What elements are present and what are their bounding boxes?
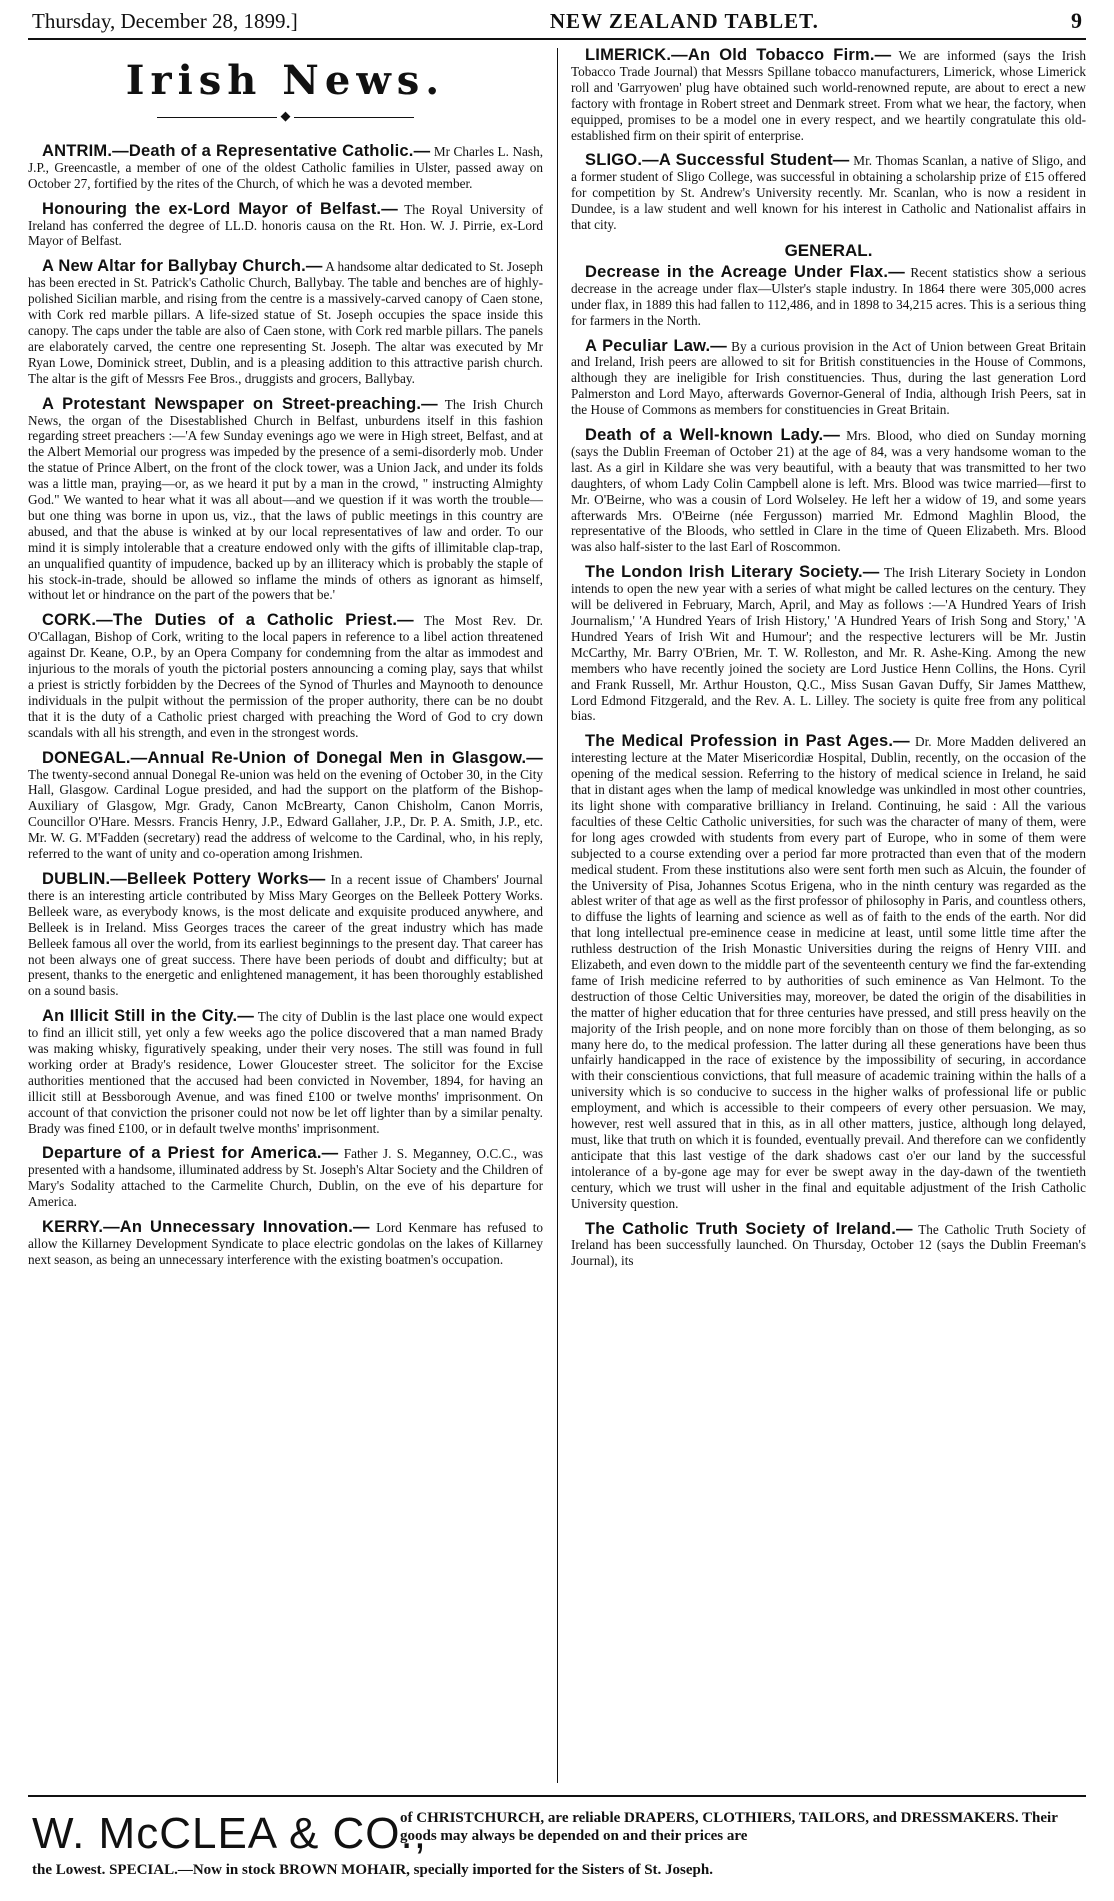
- news-article: [28, 1220, 543, 1268]
- article-body: The Catholic Truth Society of Ireland has been successfully launched. On Thursday, October 12 (says the Dublin Freeman's Journal), its: [571, 1221, 1086, 1269]
- article-heading: Honouring the ex-Lord Mayor of Belfast.—: [42, 199, 398, 218]
- column-divider: [557, 48, 558, 1783]
- article-body: The Irish Church News, the organ of the Disestablished Church in Belfast, unburdens itself in this fashion regarding street preachers :—'A few Sunday evenings ago we were in High street, Belfast, and at the Albert Memorial our progress was impeded by the presence of a semi-disorderly mob. Under the statue of Prince Albert, on the front of the clock tower, was a Union Jack, and under its folds was a little man, praying—or, as we heard it put by a man in the crowd, " instructing Almighty God." We wanted to hear what it was all about—and we question if it was worth the trouble—but one thing was borne in upon us, viz., that the laws of public meetings in this country are abused, and that the abuse is winked at by our local representatives of law and order. To our mind it is simply intolerable that a creature endowed only with the gifts of illimitable clap-trap, an unqualified quantity of impudence, backed up by an illiteracy which is probably the staple of his stock-in-trade, should be allowed so inflame the minds of others as ignorant as himself, without let or hindrance on the part of the powers that be.': [28, 396, 543, 603]
- article-heading: KERRY.—An Unnecessary Innovation.—: [42, 1218, 370, 1237]
- page-number: 9: [1070, 8, 1082, 33]
- article-body: In a recent issue of Chambers' Journal there is an interesting article contributed by Miss Mary Georges on the Belleek Pottery Works. Belleek ware, as everybody knows, is the most delicate and exquisite produced anywhere, and Belleek is in Ireland. Miss Georges traces the career of the great industry which has made Belleek famous all over the world, from its earliest beginnings to the present day. That career has not been always one of great success. There have been periods of doubt and difficulty; but at present, thanks to the energetic and enlightened management, it has been thoroughly established on a sound basis.: [28, 871, 543, 999]
- columns: [28, 48, 1086, 1783]
- news-article: [28, 259, 543, 386]
- article-heading: Departure of a Priest for America.—: [42, 1144, 339, 1163]
- publication-title: NEW ZEALAND TABLET.: [549, 9, 819, 33]
- news-article: [28, 199, 543, 250]
- news-article: [571, 428, 1086, 555]
- news-article: [28, 1009, 543, 1136]
- news-article: [28, 613, 543, 740]
- article-body: Mr Charles L. Nash, J.P., Greencastle, a member of one of the oldest Catholic families in Ulster, passed away on October 27, fortified by the rites of the Church, of which he was a devoted member.: [28, 143, 543, 191]
- section-heading-general: GENERAL.: [784, 240, 873, 260]
- article-body: We are informed (says the Irish Tobacco Trade Journal) that Messrs Spillane tobacco manufacturers, Limerick, whose Limerick roll and 'Garryowen' plug have obtained such world-renowned repute, are about to erect a new factory with frontage in Robert street and Denmark street. From what we hear, the factory, when equipped, promises to be a model one in every respect, and we heartily congratulate this old-established firm on their spirit of enterprise.: [571, 48, 1086, 143]
- news-article: [571, 1219, 1086, 1270]
- article-heading: The Catholic Truth Society of Ireland.—: [585, 1219, 913, 1238]
- article-heading: DONEGAL.—Annual Re-Union of Donegal Men in Glasgow.—: [42, 748, 543, 767]
- article-heading: A Peculiar Law.—: [585, 336, 728, 355]
- article-heading: An Illicit Still in the City.—: [42, 1007, 255, 1026]
- news-article: [28, 141, 543, 192]
- section-title: Irish News.: [125, 57, 446, 104]
- news-article: [571, 48, 1086, 143]
- article-body: Dr. More Madden delivered an interesting lecture at the Mater Misericordiæ Hospital, Dublin, recently, on the occasion of the opening of the medical session. Referring to the history of medical science in Ireland, he said that in distant ages when the lamp of medical knowledge was unkindled in most other countries, its light shone with comparative brilliancy in Ireland. Continuing, he said : All the various faculties of these Celtic Catholic universities, for such was the character of many of them, were for long ages crowded with students from every part of Europe, who in some of them were subjected to a course extending over a period far more protracted than even that of the modern medical student. From these institutions also were sent forth men such as Alcuin, the founder of the University of Pisa, Johannes Scotus Erigena, who in the ninth century was regarded as the ablest writer of that age as well as the first professor of philosophy in Paris, and countless others, to diffuse the lights of learning and science as well as of faith to the ends of the earth. Nor did that long intellectual pre-eminence cease in medicine at least, until some little time after the ruthless destruction of the Irish Monastic Universities during the reigns of Henry VIII. and Elizabeth, and even down to the middle part of the seventeenth century we find the far-extending fame of Irish medicine referred to by authorities of such eminence as Van Helmont. To the destruction of those Celtic Universities may, moreover, be dated the origin of the disabilities in the matter of higher education that for three centuries have pressed, and still press heavily on the majority of the Irish people, and on none more forcibly than on those of them belonging, as so many here do, to the medical profession. The latter during all these generations have been thus unfairly handicapped in the race of existence by the impossibility of securing, in accordance with their conscientious convictions, that full measure of academic training within the halls of a university which is so conducive to success in the higher walks of professional life or public employment, and which is accessible to their compeers of every other persuasion. We may, however, rest well assured that in this, as in all other matters, justice, although long delayed, must, like that truth on which it is founded, eventually prevail. And therefore can we confidently anticipate that this last vestige of the dark shadows cast o'er our land by the successful intolerance of a by-gone age may for ever be swept away in the day-dawn of the twentieth century, which we trust will usher in the final and equitable adjustment of the Irish Catholic University question.: [571, 734, 1086, 1211]
- news-article: [571, 262, 1086, 329]
- article-heading: ANTRIM.—Death of a Representative Catholic.—: [42, 141, 431, 160]
- article-heading: CORK.—The Duties of a Catholic Priest.—: [42, 611, 414, 630]
- header-date: Thursday, December 28, 1899.]: [32, 9, 298, 33]
- news-article: [28, 1146, 543, 1210]
- page-header: [28, 8, 1086, 40]
- title-ornament: [28, 108, 543, 124]
- article-body: Mrs. Blood, who died on Sunday morning (says the Dublin Freeman of October 21) at the age of 84, was a very handsome woman to the last. As a girl in Kildare she was very beautiful, with a beauty that was transmitted to her two daughters, of whom Lady Colin Campbell alone is left. Mrs. Blood was twice married—first to Mr. O'Beirne, who was a cousin of Lord Wolseley. He left her a widow of 19, and some years afterwards Mrs. O'Beirne (née Fergusson) married Mr. Edmond Maghlin Blood, the representative of the Bloods, who settled in Clare in the time of Queen Elizabeth. Mrs. Blood was also half-sister to the last Earl of Roscommon.: [571, 428, 1086, 555]
- article-heading: A Protestant Newspaper on Street-preaching.—: [42, 394, 438, 413]
- article-heading: A New Altar for Ballybay Church.—: [42, 257, 323, 276]
- article-body: Recent statistics show a serious decrease in the acreage under flax—Ulster's staple industry. In 1864 there were 305,000 acres under flax, in 1889 this had fallen to 112,486, and in 1898 to 34,215 acres. This is a serious thing for farmers in the North.: [571, 264, 1086, 328]
- newspaper-page: [28, 8, 1086, 1893]
- left-column: [28, 48, 543, 1783]
- article-heading: The Medical Profession in Past Ages.—: [585, 732, 910, 751]
- article-heading: Decrease in the Acreage Under Flax.—: [585, 262, 905, 281]
- article-body: Lord Kenmare has refused to allow the Killarney Development Syndicate to place electric gondolas on the lakes of Killarney next season, as being an unnecessary interference with the existing boatmen's occupation.: [28, 1220, 543, 1267]
- article-body: The Royal University of Ireland has conferred the degree of LL.D. honoris causa on the Rt. Hon. W. J. Pirrie, ex-Lord Mayor of Belfast.: [28, 201, 543, 249]
- news-article: [28, 394, 543, 604]
- article-heading: LIMERICK.—An Old Tobacco Firm.—: [585, 48, 892, 64]
- news-article: [571, 336, 1086, 419]
- article-heading: The London Irish Literary Society.—: [585, 563, 880, 582]
- article-body: The twenty-second annual Donegal Re-union was held on the evening of October 30, in the City Hall, Glasgow. Cardinal Logue presided, and had the support on the platform of the Bishop-Auxiliary of Glasgow, Mgr. Grady, Canon McBrearty, Canon Chisholm, Canon Morris, Councillor O'Hare. Messrs. Francis Henry, J.P., Edward Gallaher, J.P., Dr. P. A. Smith, J.P., etc. Mr. W. G. M'Fadden (secretary) read the address of welcome to the Cardinal, who, in his reply, referred to the want of unity and co-operation among Irishmen.: [28, 766, 543, 862]
- article-body: A handsome altar dedicated to St. Joseph has been erected in St. Patrick's Catholic Church, Ballybay. The table and benches are of highly-polished Sicilian marble, and rising from the centre is a massively-carved canopy of Caen stone, with Cork red marble pillars. A life-sized statue of St. Joseph occupies the space inside this canopy. The caps under the table are also of Caen stone, with Cork red marble pillars. The panels are elaborately carved, the centre one representing St. Joseph. The altar was executed by Mr Ryan Lowe, Dominick street, Dublin, and is a pleasing addition to this attractive parish church. The altar is the gift of Messrs Fee Bros., druggists and grocers, Ballybay.: [28, 259, 543, 386]
- article-heading: DUBLIN.—Belleek Pottery Works—: [42, 869, 326, 888]
- advertisement-text-line2: the Lowest. SPECIAL.—Now in stock BROWN MOHAIR, specially imported for the Sisters of St. Joseph.: [32, 1862, 713, 1878]
- news-article: [571, 565, 1086, 724]
- article-heading: Death of a Well-known Lady.—: [585, 426, 841, 445]
- news-article: [28, 869, 543, 999]
- article-body: By a curious provision in the Act of Union between Great Britain and Ireland, Irish peers are allowed to sit for British constituencies in the House of Commons, although they are ineligible for Irish constituencies. Thus, during the last generation Lord Palmerston and Lord Mayo, afterwards Governor-General of India, although Irish Peers, sat in the House of Commons as members for constituencies in Great Britain.: [571, 338, 1086, 418]
- right-column: [571, 48, 1086, 1783]
- article-body: The city of Dublin is the last place one would expect to find an illicit still, yet only a few weeks ago the police discovered that a man named Brady was making whisky, figuratively speaking, under their very noses. The still was found in full working order at Brady's residence, Lower Gloucester street. The solicitor for the Excise authorities mentioned that the accused had been convicted in November, 1894, for having an illicit still at Bessborough Avenue, and was fined £100 or twelve months' imprisonment. On account of that conviction the prisoner could not now be let off lighter than by a similar penalty. Brady was fined £100, or in default twelve months' imprisonment.: [28, 1009, 543, 1136]
- article-heading: SLIGO.—A Successful Student—: [585, 151, 850, 170]
- advertisement: [28, 1795, 1086, 1893]
- advertisement-text-line1: of CHRISTCHURCH, are reliable DRAPERS, CLOTHIERS, TAILORS, and DRESSMAKERS. Their goods may always be depended on and their prices are: [400, 1810, 1058, 1844]
- article-body: The Most Rev. Dr. O'Callagan, Bishop of Cork, writing to the local papers in reference to a libel action threatened against Dr. Keane, O.P., by an Opera Company for condemning from the altar as immodest and injurious to the morals of youth the pictorial posters announcing a coming play, says that whilst a priest is strictly forbidden by the Decrees of the Synod of Thurles and Maynooth to denounce individuals in the pulpit without the permission of the proper authority, there can be no doubt that it is the duty of a Catholic priest charged with preaching the Word of God to cry down scandals with all his strength, and even in the strongest words.: [28, 613, 543, 740]
- article-body: Mr. Thomas Scanlan, a native of Sligo, and a former student of Sligo College, was successful in obtaining a scholarship prize of £15 offered for competition by St. Andrew's University recently. Mr. Scanlan, who is now a resident in Dundee, is a law student and well known for his interest in Catholic and Nationalist affairs in that city.: [571, 153, 1086, 233]
- news-article: [571, 734, 1086, 1211]
- ornament-diamond-icon: ◆: [280, 108, 291, 123]
- advertiser-name: W. McCLEA & CO.,: [32, 1809, 427, 1858]
- news-article: [28, 748, 543, 862]
- news-article: [571, 153, 1086, 233]
- article-body: Father J. S. Meganney, O.C.C., was presented with a handsome, illuminated address by St. Joseph's Altar Society and the Children of Mary's Sodality attached to the Carmelite Church, Dublin, on the eve of his departure for America.: [28, 1146, 543, 1210]
- article-body: The Irish Literary Society in London intends to open the new year with a series of what might be called lectures on the century. They will be delivered in February, March, April, and May as follows :—'A Hundred Years of Irish Journalism,' 'A Hundred Years of Irish History,' 'A Hundred Years of Irish Song and Story,' 'A Hundred Years of Irish Wit and Humour'; and the respective lecturers will be Mr. Justin McCarthy, Mr. Barry O'Brien, Mr. T. W. Rolleston, and Mr. R. Ashe-King. Among the new members who have recently joined the society are Lord Justice Henn Collins, the Hons. Cyril and Frank Russell, Mr. Arthur Houston, Q.C., Miss Susan Gavan Duffy, Sir James Matthew, Lord Edmond Fitzgerald, and the Rev. A. L. Lilley. The society is quite free from any political bias.: [571, 565, 1086, 724]
